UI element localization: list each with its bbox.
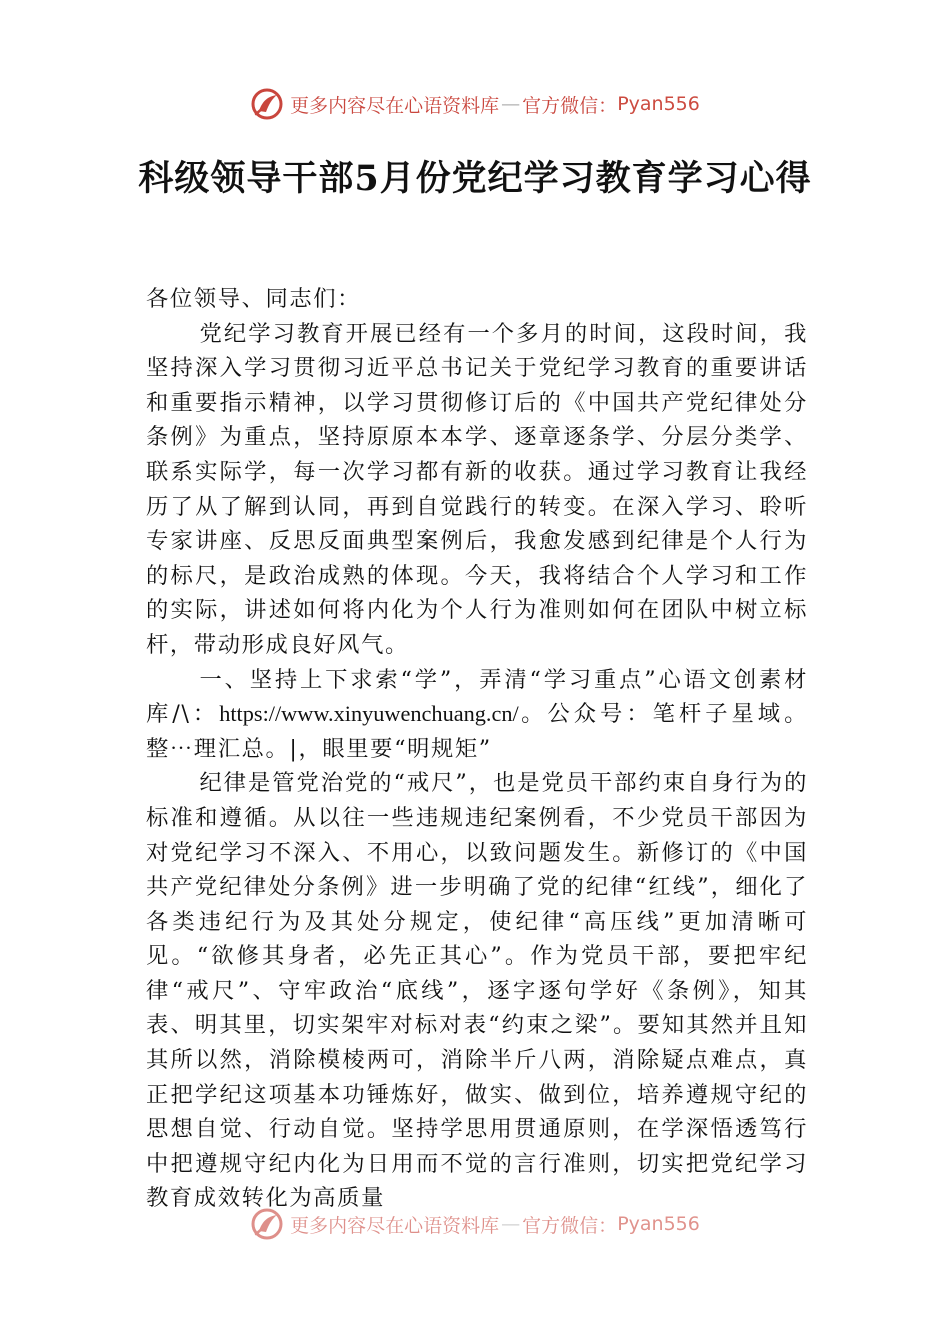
watermark-header — [0, 86, 950, 122]
brand-logo-icon — [250, 1207, 284, 1241]
heading-url-text: https://www.xinyuwenchuang.cn/ — [219, 701, 519, 727]
watermark-footer — [0, 1206, 950, 1242]
paragraph-discipline: 纪律是管党治党的“戒尺”，也是党员干部约束自身行为的标准和遵循。从以往一些违规违纪案例看，不少党员干部因为对党纪学习不深入、不用心，以致问题发生。新修订的《中国共产党纪律处分条例》进一步明确了党的纪律“红线”，细化了各类违纪行为及其处分规定，使纪律“高压线”更加清晰可见。“欲修其身者，必先正其心”。作为党员干部，要把牢纪律“戒尺”、守牢政治“底线”，逐字逐句学好《条例》，知其表、明其里，切实架牢对标对表“约束之梁”。要知其然并且知其所以然，消除模棱两可，消除半斤八两，消除疑点难点，真正把学纪这项基本功锤炼好，做实、做到位，培养遵规守纪的思想自觉、行动自觉。坚持学思用贯通原则，在学深悟透笃行中把遵规守纪内化为日用而不觉的言行准则，切实把党纪学习教育成效转化为高质量 — [146, 770, 808, 1212]
watermark-handle: Pyan556 — [617, 93, 700, 115]
watermark-wechat-label: 官方微信： — [522, 1214, 618, 1237]
watermark-text: 更多内容尽在心语资料库 — [290, 94, 500, 117]
paragraph-intro: 党纪学习教育开展已经有一个多月的时间，这段时间，我坚持深入学习贯彻习近平总书记关于党纪学习教育的重要讲话和重要指示精神，以学习贯彻修订后的《中国共产党纪律处分条例》为重点，坚持原原本本学、逐章逐条学、分层分类学、联系实际学，每一次学习都有新的收获。通过学习教育让我经历了从了解到认同，再到自觉践行的转变。在深入学习、聆听专家讲座、反思反面典型案例后，我愈发感到纪律是个人行为的标尺，是政治成熟的体现。今天，我将结合个人学习和工作的实际，讲述如何将内化为个人行为准则如何在团队中树立标杆，带动形成良好风气。 — [146, 320, 808, 658]
watermark-wechat-label: 官方微信： — [522, 94, 618, 117]
watermark-text: 更多内容尽在心语资料库 — [290, 1214, 500, 1237]
section-heading-1-text: 一、坚持上下求索“学”，弄清“学习重点”心语文创素材库/\： — [146, 666, 808, 728]
section-heading-1-tail: 。公众号：笔杆子星域。整⋯理汇总。|，眼里要“明规矩” — [146, 701, 808, 762]
watermark-handle: Pyan556 — [617, 1213, 700, 1235]
salutation: 各位领导、同志们： — [146, 286, 362, 312]
watermark-separator: — — [501, 1213, 521, 1235]
document-body — [146, 282, 808, 1216]
document-title: 科级领导干部5月份党纪学习教育学习心得 — [138, 158, 812, 199]
brand-logo-icon — [250, 87, 284, 121]
section-heading-1 — [146, 663, 808, 767]
watermark-separator: — — [501, 93, 521, 115]
